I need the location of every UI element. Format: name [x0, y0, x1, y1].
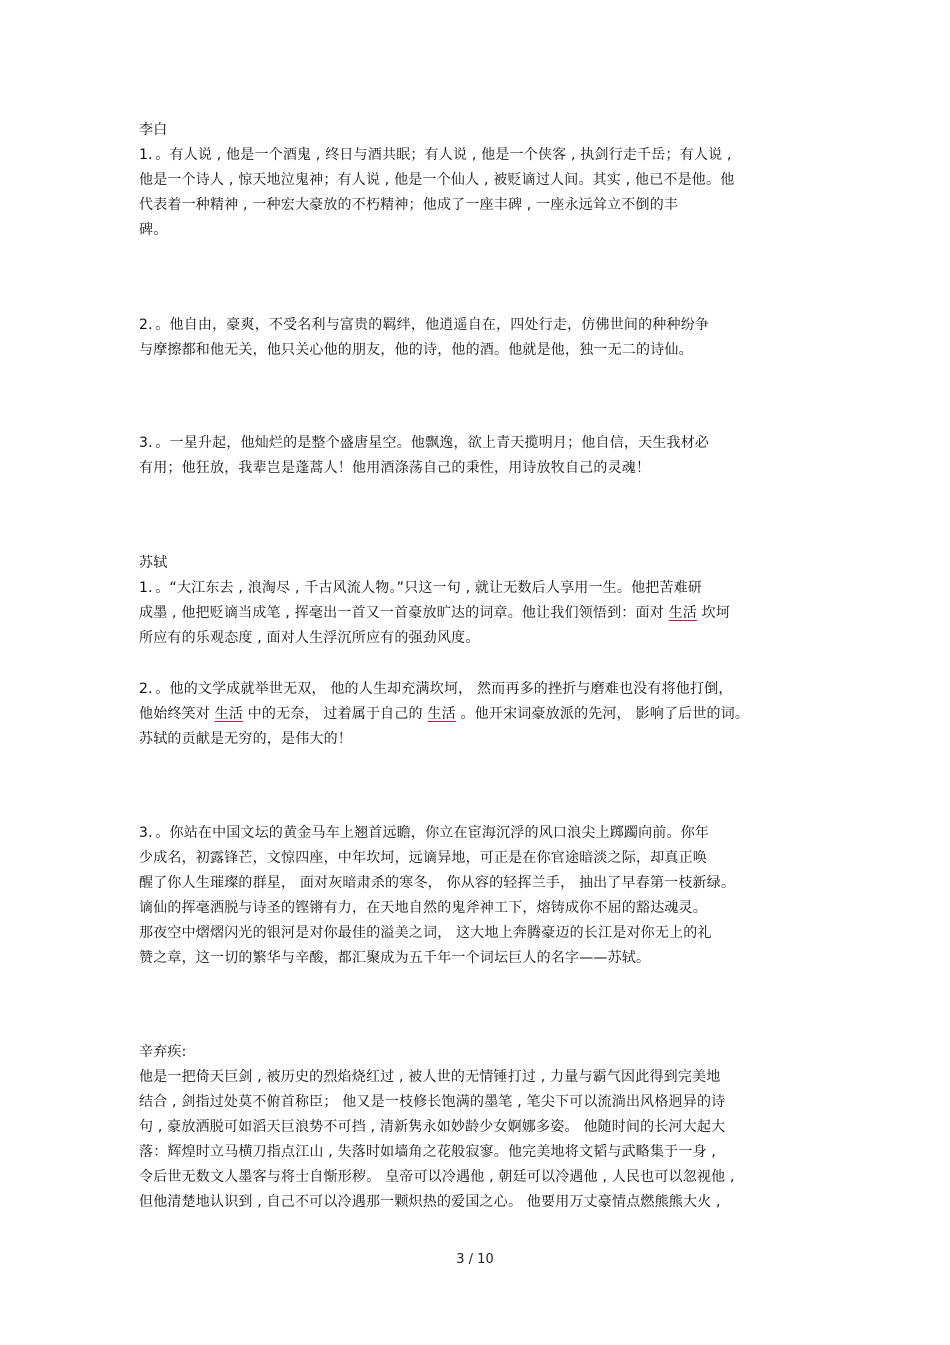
paragraph-line: 令后世无数文人墨客与将士自惭形秽。 皇帝可以冷遇他 , 朝廷可以冷遇他 , 人民也可以忽视他 , — [139, 1169, 735, 1185]
paragraph-line: 代表着一种精神 , 一种宏大豪放的不朽精神；他成了一座丰碑 , 一座永远耸立不倒的丰 — [139, 197, 679, 213]
paragraph-line: 2．。他自由，豪爽，不受名利与富贵的羁绊，他逍遥自在，四处行走，仿佛世间的种种纷争 — [139, 317, 710, 333]
text-run: 成墨 , 他把贬谪当成笔 , 挥毫出一首又一首豪放旷达的词章。他让我们领悟到：面对 — [139, 605, 669, 621]
paragraph-line — [139, 705, 819, 723]
paragraph-line: 与摩擦都和他无关，他只关心他的朋友，他的诗，他的酒。他就是他，独一无二的诗仙。 — [139, 342, 693, 358]
page-number: 3 / 10 — [456, 1252, 494, 1267]
paragraph-line: 1．。“大江东去 , 浪淘尽 , 千古风流人物。”只这一句 , 就让无数后人享用一生。他把苦难研 — [139, 580, 703, 596]
underlined-word: 生活 — [668, 605, 697, 621]
paragraph-line: 苏轼的贡献是无穷的，是伟大的！ — [139, 731, 352, 747]
paragraph-line: 3．。你站在中国文坛的黄金马车上翘首远瞻，你立在宦海沉浮的风口浪尖上踯躅向前。你年 — [139, 825, 710, 841]
underlined-word: 生活 — [427, 706, 456, 722]
paragraph-line — [139, 604, 819, 622]
text-run: 坎坷 — [696, 605, 731, 621]
text-run: 他始终笑对 — [139, 706, 215, 722]
text-run: 中的无奈， 过着属于自己的 — [243, 706, 428, 722]
paragraph-line: 结合 , 剑指过处莫不俯首称臣； 他又是一枝修长饱满的墨笔 , 笔尖下可以流淌出风格迥异的诗 — [139, 1094, 726, 1110]
paragraph-line: 1．。有人说 , 他是一个酒鬼 , 终日与酒共眠；有人说 , 他是一个侠客 , 执剑行走千岳；有人说 , — [139, 147, 732, 163]
paragraph-line: 碑。 — [139, 222, 168, 238]
paragraph-line: 那夜空中熠熠闪光的银河是对你最佳的溢美之词， 这大地上奔腾豪迈的长江是对你无上的礼 — [139, 925, 712, 941]
paragraph-line: 少成名，初露锋芒，文惊四座，中年坎坷，远谪异地，可正是在你官途暗淡之际，却真正唤 — [139, 850, 707, 866]
section-heading-xinqiji: 辛弃疾: — [139, 1044, 187, 1060]
paragraph-line: 句 , 豪放洒脱可如滔天巨浪势不可挡 , 清新隽永如妙龄少女婀娜多姿。 他随时间的长河大起大 — [139, 1119, 726, 1135]
section-heading-libai: 李白 — [139, 122, 168, 138]
paragraph-line: 但他清楚地认识到 , 自己不可以冷遇那一颗炽热的爱国之心。 他要用万丈豪情点燃熊熊大火 , — [139, 1194, 721, 1210]
paragraph-line: 2．。他的文学成就举世无双， 他的人生却充满坎坷， 然而再多的挫折与磨难也没有将他打倒， — [139, 681, 733, 697]
paragraph-line: 落：辉煌时立马横刀指点江山 , 失落时如墙角之花般寂寥。他完美地将文韬与武略集于一身 , — [139, 1144, 717, 1160]
paragraph-line: 有用；他狂放，我辈岂是蓬蒿人！他用酒涤荡自己的秉性，用诗放牧自己的灵魂！ — [139, 460, 651, 476]
paragraph-line: 醒了你人生璀璨的群星， 面对灰暗肃杀的寒冬， 你从容的轻挥兰手， 抽出了早春第一枝新绿。 — [139, 875, 736, 891]
paragraph-line: 赞之章，这一切的繁华与辛酸，都汇聚成为五千年一个词坛巨人的名字——苏轼。 — [139, 950, 651, 966]
underlined-word: 生活 — [214, 706, 244, 722]
paragraph-line: 所应有的乐观态度 , 面对人生浮沉所应有的强劲风度。 — [139, 630, 480, 646]
paragraph-line: 3．。一星升起，他灿烂的是整个盛唐星空。他飘逸，欲上青天揽明月；他自信，天生我材必 — [139, 435, 710, 451]
paragraph-line: 谪仙的挥毫洒脱与诗圣的铿锵有力，在天地自然的鬼斧神工下，熔铸成你不屈的豁达魂灵。 — [139, 900, 707, 916]
section-heading-sushi: 苏轼 — [139, 555, 168, 571]
paragraph-line: 他是一把倚天巨剑 , 被历史的烈焰烧红过 , 被人世的无情锤打过 , 力量与霸气因此得到完美地 — [139, 1069, 721, 1085]
paragraph-line: 他是一个诗人 , 惊天地泣鬼神；有人说 , 他是一个仙人 , 被贬谪过人间。其实 , 他已不是他。他 — [139, 172, 735, 188]
text-run: 。他开宋词豪放派的先河， 影响了后世的词。 — [455, 706, 750, 722]
